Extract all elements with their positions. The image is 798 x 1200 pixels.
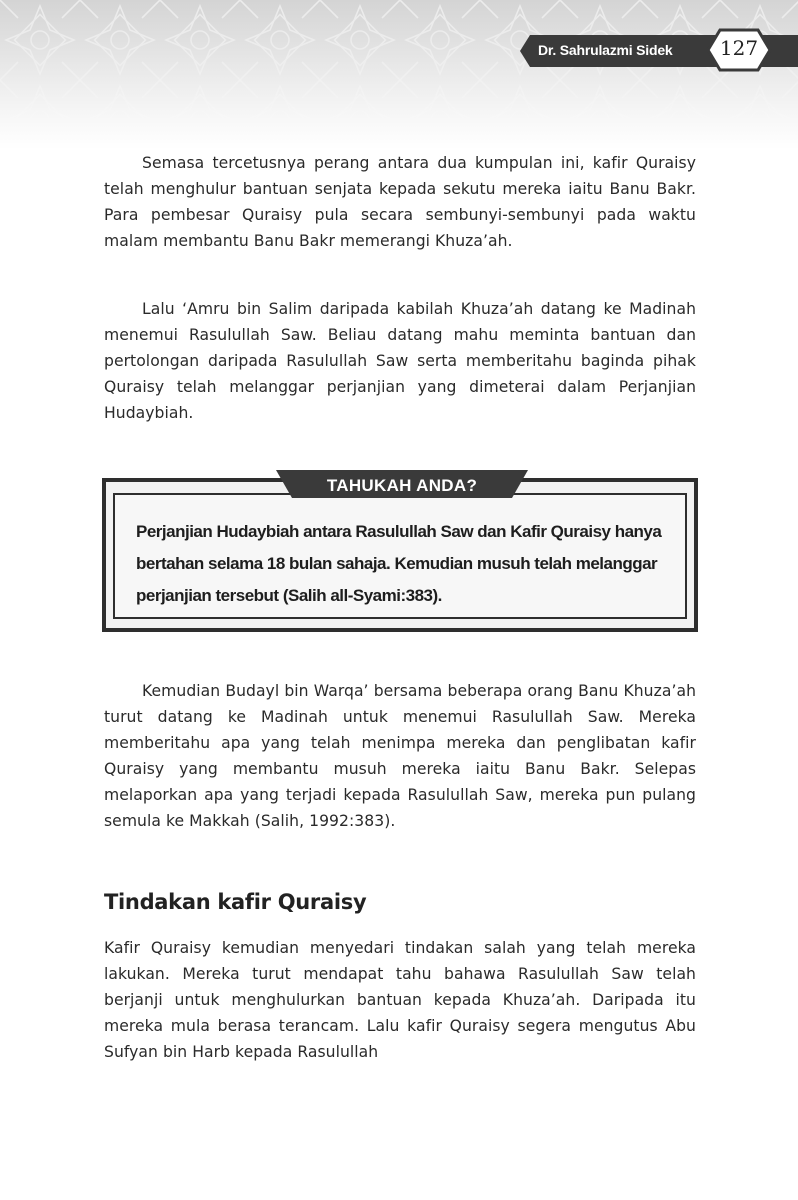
paragraph-2: Lalu ‘Amru bin Salim daripada kabilah Khuza’ah datang ke Madinah menemui Rasulullah Saw. Beliau datang mahu meminta bantuan dan pertolongan daripada Rasulullah Saw serta memberitahu baginda pihak Quraisy telah melanggar perjanjian yang dimeterai dalam Perjanjian Hudaybiah. xyxy=(104,300,696,422)
did-you-know-callout xyxy=(100,468,700,640)
author-name: Dr. Sahrulazmi Sidek xyxy=(538,42,673,58)
callout-text: Perjanjian Hudaybiah antara Rasulullah Saw dan Kafir Quraisy hanya bertahan selama 18 bulan sahaja. Kemudian musuh telah melanggar perjanjian tersebut (Salih all-Syami:383). xyxy=(136,522,662,605)
paragraph-3: Kemudian Budayl bin Warqa’ bersama beberapa orang Banu Khuza’ah turut datang ke Madinah untuk menemui Rasulullah Saw. Mereka memberitahu apa yang telah menimpa mereka dan penglibatan kafir Quraisy yang membantu musuh mereka iaitu Banu Bakr. Selepas melaporkan apa yang terjadi kepada Rasulullah Saw, mereka pun pulang semula ke Makkah (Salih, 1992:383). xyxy=(104,682,696,830)
paragraph-4: Kafir Quraisy kemudian menyedari tindakan salah yang telah mereka lakukan. Mereka turut mendapat tahu bahawa Rasulullah Saw telah berjanji untuk menghulurkan bantuan kepada Khuza’ah. Daripada itu mereka mula berasa terancam. Lalu kafir Quraisy segera mengutus Abu Sufyan bin Harb kepada Rasulullah xyxy=(104,939,696,1061)
page-number: 127 xyxy=(719,36,759,60)
header-ornament-background xyxy=(0,0,798,150)
paragraph-1: Semasa tercetusnya perang antara dua kumpulan ini, kafir Quraisy telah menghulur bantuan senjata kepada sekutu mereka iaitu Banu Bakr. Para pembesar Quraisy pula secara sembunyi-sembunyi pada waktu malam membantu Banu Bakr memerangi Khuza’ah. xyxy=(104,154,696,250)
section-heading: Tindakan kafir Quraisy xyxy=(104,890,367,914)
geometric-pattern-icon xyxy=(0,0,798,150)
callout-label: TAHUKAH ANDA? xyxy=(326,476,478,495)
